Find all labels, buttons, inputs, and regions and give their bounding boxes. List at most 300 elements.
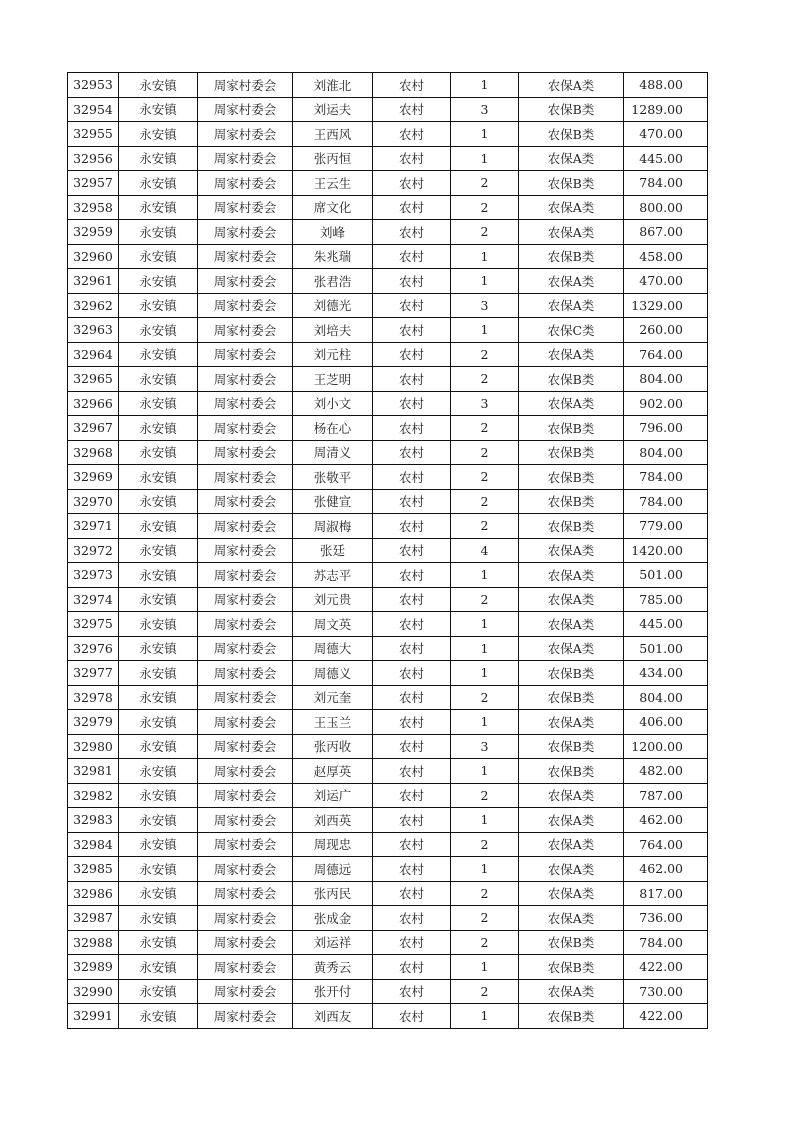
- amount-cell: 488.00: [624, 73, 708, 98]
- village-committee-cell: 周家村委会: [198, 734, 293, 759]
- record-id-cell: 32983: [68, 808, 119, 833]
- household-count-cell: 2: [451, 906, 519, 931]
- household-count-cell: 2: [451, 685, 519, 710]
- person-name-cell: 刘元柱: [293, 342, 373, 367]
- household-count-cell: 1: [451, 269, 519, 294]
- amount-cell: 796.00: [624, 416, 708, 441]
- village-committee-cell: 周家村委会: [198, 342, 293, 367]
- village-committee-cell: 周家村委会: [198, 367, 293, 392]
- table-row: [68, 293, 708, 318]
- amount-cell: 434.00: [624, 661, 708, 686]
- village-committee-cell: 周家村委会: [198, 563, 293, 588]
- amount-cell: 764.00: [624, 342, 708, 367]
- village-committee-cell: 周家村委会: [198, 710, 293, 735]
- residence-type-cell: 农村: [373, 465, 451, 490]
- record-id-cell: 32973: [68, 563, 119, 588]
- village-committee-cell: 周家村委会: [198, 661, 293, 686]
- person-name-cell: 刘小文: [293, 391, 373, 416]
- village-committee-cell: 周家村委会: [198, 269, 293, 294]
- village-committee-cell: 周家村委会: [198, 293, 293, 318]
- person-name-cell: 席文化: [293, 195, 373, 220]
- person-name-cell: 刘运夫: [293, 97, 373, 122]
- residence-type-cell: 农村: [373, 906, 451, 931]
- table-row: [68, 808, 708, 833]
- table-row: [68, 489, 708, 514]
- insurance-category-cell: 农保A类: [519, 293, 624, 318]
- village-committee-cell: 周家村委会: [198, 171, 293, 196]
- town-cell: 永安镇: [119, 489, 198, 514]
- household-count-cell: 1: [451, 759, 519, 784]
- household-count-cell: 1: [451, 661, 519, 686]
- table-row: [68, 122, 708, 147]
- person-name-cell: 刘淮北: [293, 73, 373, 98]
- person-name-cell: 张敬平: [293, 465, 373, 490]
- town-cell: 永安镇: [119, 661, 198, 686]
- town-cell: 永安镇: [119, 857, 198, 882]
- village-committee-cell: 周家村委会: [198, 73, 293, 98]
- residence-type-cell: 农村: [373, 514, 451, 539]
- household-count-cell: 2: [451, 489, 519, 514]
- residence-type-cell: 农村: [373, 122, 451, 147]
- record-id-cell: 32959: [68, 220, 119, 245]
- household-count-cell: 1: [451, 244, 519, 269]
- household-count-cell: 2: [451, 783, 519, 808]
- residence-type-cell: 农村: [373, 293, 451, 318]
- amount-cell: 406.00: [624, 710, 708, 735]
- amount-cell: 902.00: [624, 391, 708, 416]
- village-committee-cell: 周家村委会: [198, 685, 293, 710]
- village-committee-cell: 周家村委会: [198, 955, 293, 980]
- insurance-category-cell: 农保A类: [519, 587, 624, 612]
- person-name-cell: 王云生: [293, 171, 373, 196]
- residence-type-cell: 农村: [373, 759, 451, 784]
- insurance-category-cell: 农保B类: [519, 97, 624, 122]
- table-row: [68, 244, 708, 269]
- insurance-category-cell: 农保A类: [519, 342, 624, 367]
- table-row: [68, 563, 708, 588]
- records-table: [67, 72, 708, 1029]
- record-id-cell: 32964: [68, 342, 119, 367]
- record-id-cell: 32969: [68, 465, 119, 490]
- person-name-cell: 刘元贵: [293, 587, 373, 612]
- amount-cell: 785.00: [624, 587, 708, 612]
- village-committee-cell: 周家村委会: [198, 832, 293, 857]
- residence-type-cell: 农村: [373, 955, 451, 980]
- town-cell: 永安镇: [119, 220, 198, 245]
- household-count-cell: 2: [451, 514, 519, 539]
- amount-cell: 1329.00: [624, 293, 708, 318]
- village-committee-cell: 周家村委会: [198, 808, 293, 833]
- person-name-cell: 周德大: [293, 636, 373, 661]
- amount-cell: 422.00: [624, 1004, 708, 1029]
- town-cell: 永安镇: [119, 367, 198, 392]
- record-id-cell: 32991: [68, 1004, 119, 1029]
- insurance-category-cell: 农保A类: [519, 857, 624, 882]
- person-name-cell: 王西风: [293, 122, 373, 147]
- record-id-cell: 32970: [68, 489, 119, 514]
- person-name-cell: 张丙收: [293, 734, 373, 759]
- residence-type-cell: 农村: [373, 220, 451, 245]
- residence-type-cell: 农村: [373, 710, 451, 735]
- person-name-cell: 张健宣: [293, 489, 373, 514]
- person-name-cell: 刘元奎: [293, 685, 373, 710]
- person-name-cell: 刘运祥: [293, 930, 373, 955]
- record-id-cell: 32955: [68, 122, 119, 147]
- person-name-cell: 周现忠: [293, 832, 373, 857]
- table-row: [68, 97, 708, 122]
- household-count-cell: 2: [451, 979, 519, 1004]
- record-id-cell: 32990: [68, 979, 119, 1004]
- table-row: [68, 269, 708, 294]
- residence-type-cell: 农村: [373, 391, 451, 416]
- household-count-cell: 3: [451, 97, 519, 122]
- person-name-cell: 朱兆瑞: [293, 244, 373, 269]
- household-count-cell: 1: [451, 563, 519, 588]
- town-cell: 永安镇: [119, 465, 198, 490]
- insurance-category-cell: 农保B类: [519, 514, 624, 539]
- record-id-cell: 32985: [68, 857, 119, 882]
- insurance-category-cell: 农保A类: [519, 783, 624, 808]
- person-name-cell: 苏志平: [293, 563, 373, 588]
- person-name-cell: 刘西英: [293, 808, 373, 833]
- village-committee-cell: 周家村委会: [198, 538, 293, 563]
- table-row: [68, 930, 708, 955]
- insurance-category-cell: 农保C类: [519, 318, 624, 343]
- insurance-category-cell: 农保A类: [519, 73, 624, 98]
- insurance-category-cell: 农保B类: [519, 416, 624, 441]
- town-cell: 永安镇: [119, 293, 198, 318]
- town-cell: 永安镇: [119, 587, 198, 612]
- record-id-cell: 32972: [68, 538, 119, 563]
- record-id-cell: 32967: [68, 416, 119, 441]
- insurance-category-cell: 农保A类: [519, 195, 624, 220]
- amount-cell: 1420.00: [624, 538, 708, 563]
- record-id-cell: 32956: [68, 146, 119, 171]
- town-cell: 永安镇: [119, 514, 198, 539]
- household-count-cell: 2: [451, 195, 519, 220]
- household-count-cell: 2: [451, 440, 519, 465]
- village-committee-cell: 周家村委会: [198, 122, 293, 147]
- insurance-category-cell: 农保B类: [519, 244, 624, 269]
- village-committee-cell: 周家村委会: [198, 440, 293, 465]
- household-count-cell: 1: [451, 73, 519, 98]
- insurance-category-cell: 农保B类: [519, 759, 624, 784]
- residence-type-cell: 农村: [373, 636, 451, 661]
- insurance-category-cell: 农保B类: [519, 930, 624, 955]
- household-count-cell: 1: [451, 318, 519, 343]
- insurance-category-cell: 农保A类: [519, 563, 624, 588]
- town-cell: 永安镇: [119, 734, 198, 759]
- village-committee-cell: 周家村委会: [198, 979, 293, 1004]
- town-cell: 永安镇: [119, 97, 198, 122]
- insurance-category-cell: 农保B类: [519, 685, 624, 710]
- table-row: [68, 636, 708, 661]
- town-cell: 永安镇: [119, 195, 198, 220]
- table-row: [68, 538, 708, 563]
- residence-type-cell: 农村: [373, 612, 451, 637]
- insurance-category-cell: 农保B类: [519, 122, 624, 147]
- residence-type-cell: 农村: [373, 97, 451, 122]
- town-cell: 永安镇: [119, 636, 198, 661]
- village-committee-cell: 周家村委会: [198, 783, 293, 808]
- household-count-cell: 1: [451, 1004, 519, 1029]
- amount-cell: 422.00: [624, 955, 708, 980]
- residence-type-cell: 农村: [373, 146, 451, 171]
- person-name-cell: 刘西友: [293, 1004, 373, 1029]
- household-count-cell: 2: [451, 171, 519, 196]
- amount-cell: 787.00: [624, 783, 708, 808]
- table-row: [68, 342, 708, 367]
- person-name-cell: 赵厚英: [293, 759, 373, 784]
- village-committee-cell: 周家村委会: [198, 97, 293, 122]
- town-cell: 永安镇: [119, 73, 198, 98]
- town-cell: 永安镇: [119, 269, 198, 294]
- village-committee-cell: 周家村委会: [198, 146, 293, 171]
- record-id-cell: 32974: [68, 587, 119, 612]
- amount-cell: 501.00: [624, 563, 708, 588]
- residence-type-cell: 农村: [373, 244, 451, 269]
- residence-type-cell: 农村: [373, 783, 451, 808]
- town-cell: 永安镇: [119, 979, 198, 1004]
- residence-type-cell: 农村: [373, 73, 451, 98]
- insurance-category-cell: 农保A类: [519, 808, 624, 833]
- household-count-cell: 1: [451, 710, 519, 735]
- table-row: [68, 391, 708, 416]
- record-id-cell: 32981: [68, 759, 119, 784]
- record-id-cell: 32961: [68, 269, 119, 294]
- insurance-category-cell: 农保A类: [519, 146, 624, 171]
- town-cell: 永安镇: [119, 318, 198, 343]
- person-name-cell: 王芝明: [293, 367, 373, 392]
- record-id-cell: 32965: [68, 367, 119, 392]
- person-name-cell: 张丙恒: [293, 146, 373, 171]
- record-id-cell: 32958: [68, 195, 119, 220]
- table-row: [68, 195, 708, 220]
- amount-cell: 800.00: [624, 195, 708, 220]
- residence-type-cell: 农村: [373, 930, 451, 955]
- household-count-cell: 3: [451, 734, 519, 759]
- person-name-cell: 张成金: [293, 906, 373, 931]
- residence-type-cell: 农村: [373, 416, 451, 441]
- record-id-cell: 32982: [68, 783, 119, 808]
- household-count-cell: 2: [451, 367, 519, 392]
- town-cell: 永安镇: [119, 759, 198, 784]
- record-id-cell: 32966: [68, 391, 119, 416]
- amount-cell: 867.00: [624, 220, 708, 245]
- residence-type-cell: 农村: [373, 734, 451, 759]
- residence-type-cell: 农村: [373, 318, 451, 343]
- table-row: [68, 759, 708, 784]
- insurance-category-cell: 农保A类: [519, 612, 624, 637]
- table-row: [68, 783, 708, 808]
- record-id-cell: 32989: [68, 955, 119, 980]
- table-row: [68, 685, 708, 710]
- town-cell: 永安镇: [119, 710, 198, 735]
- amount-cell: 784.00: [624, 489, 708, 514]
- amount-cell: 817.00: [624, 881, 708, 906]
- record-id-cell: 32971: [68, 514, 119, 539]
- record-id-cell: 32978: [68, 685, 119, 710]
- insurance-category-cell: 农保A类: [519, 269, 624, 294]
- village-committee-cell: 周家村委会: [198, 514, 293, 539]
- insurance-category-cell: 农保A类: [519, 906, 624, 931]
- village-committee-cell: 周家村委会: [198, 930, 293, 955]
- record-id-cell: 32984: [68, 832, 119, 857]
- insurance-category-cell: 农保B类: [519, 465, 624, 490]
- amount-cell: 260.00: [624, 318, 708, 343]
- amount-cell: 482.00: [624, 759, 708, 784]
- household-count-cell: 2: [451, 220, 519, 245]
- record-id-cell: 32962: [68, 293, 119, 318]
- table-row: [68, 73, 708, 98]
- town-cell: 永安镇: [119, 955, 198, 980]
- town-cell: 永安镇: [119, 832, 198, 857]
- person-name-cell: 杨在心: [293, 416, 373, 441]
- person-name-cell: 周淑梅: [293, 514, 373, 539]
- insurance-category-cell: 农保A类: [519, 538, 624, 563]
- amount-cell: 779.00: [624, 514, 708, 539]
- amount-cell: 784.00: [624, 930, 708, 955]
- table-row: [68, 318, 708, 343]
- record-id-cell: 32960: [68, 244, 119, 269]
- residence-type-cell: 农村: [373, 171, 451, 196]
- person-name-cell: 王玉兰: [293, 710, 373, 735]
- insurance-category-cell: 农保A类: [519, 710, 624, 735]
- household-count-cell: 2: [451, 881, 519, 906]
- town-cell: 永安镇: [119, 416, 198, 441]
- residence-type-cell: 农村: [373, 587, 451, 612]
- residence-type-cell: 农村: [373, 269, 451, 294]
- insurance-category-cell: 农保B类: [519, 734, 624, 759]
- household-count-cell: 1: [451, 955, 519, 980]
- amount-cell: 804.00: [624, 685, 708, 710]
- person-name-cell: 张丙民: [293, 881, 373, 906]
- table-row: [68, 661, 708, 686]
- village-committee-cell: 周家村委会: [198, 465, 293, 490]
- town-cell: 永安镇: [119, 685, 198, 710]
- household-count-cell: 2: [451, 416, 519, 441]
- residence-type-cell: 农村: [373, 979, 451, 1004]
- village-committee-cell: 周家村委会: [198, 416, 293, 441]
- table-row: [68, 465, 708, 490]
- amount-cell: 730.00: [624, 979, 708, 1004]
- town-cell: 永安镇: [119, 342, 198, 367]
- town-cell: 永安镇: [119, 808, 198, 833]
- table-row: [68, 1004, 708, 1029]
- village-committee-cell: 周家村委会: [198, 195, 293, 220]
- household-count-cell: 1: [451, 122, 519, 147]
- table-row: [68, 832, 708, 857]
- record-id-cell: 32954: [68, 97, 119, 122]
- amount-cell: 462.00: [624, 808, 708, 833]
- household-count-cell: 4: [451, 538, 519, 563]
- table-row: [68, 612, 708, 637]
- village-committee-cell: 周家村委会: [198, 906, 293, 931]
- town-cell: 永安镇: [119, 563, 198, 588]
- amount-cell: 1200.00: [624, 734, 708, 759]
- person-name-cell: 刘运广: [293, 783, 373, 808]
- insurance-category-cell: 农保A类: [519, 881, 624, 906]
- village-committee-cell: 周家村委会: [198, 318, 293, 343]
- town-cell: 永安镇: [119, 440, 198, 465]
- household-count-cell: 3: [451, 391, 519, 416]
- insurance-category-cell: 农保B类: [519, 489, 624, 514]
- table-row: [68, 416, 708, 441]
- table-row: [68, 171, 708, 196]
- household-count-cell: 1: [451, 612, 519, 637]
- household-count-cell: 1: [451, 857, 519, 882]
- village-committee-cell: 周家村委会: [198, 220, 293, 245]
- table-row: [68, 367, 708, 392]
- person-name-cell: 刘培夫: [293, 318, 373, 343]
- table-row: [68, 220, 708, 245]
- town-cell: 永安镇: [119, 122, 198, 147]
- amount-cell: 764.00: [624, 832, 708, 857]
- record-id-cell: 32975: [68, 612, 119, 637]
- table-row: [68, 514, 708, 539]
- household-count-cell: 1: [451, 636, 519, 661]
- amount-cell: 501.00: [624, 636, 708, 661]
- household-count-cell: 2: [451, 465, 519, 490]
- village-committee-cell: 周家村委会: [198, 244, 293, 269]
- residence-type-cell: 农村: [373, 685, 451, 710]
- amount-cell: 445.00: [624, 612, 708, 637]
- table-row: [68, 857, 708, 882]
- person-name-cell: 张开付: [293, 979, 373, 1004]
- insurance-category-cell: 农保B类: [519, 955, 624, 980]
- residence-type-cell: 农村: [373, 440, 451, 465]
- amount-cell: 804.00: [624, 367, 708, 392]
- insurance-category-cell: 农保B类: [519, 440, 624, 465]
- village-committee-cell: 周家村委会: [198, 489, 293, 514]
- record-id-cell: 32988: [68, 930, 119, 955]
- insurance-category-cell: 农保B类: [519, 661, 624, 686]
- person-name-cell: 黄秀云: [293, 955, 373, 980]
- record-id-cell: 32979: [68, 710, 119, 735]
- table-row: [68, 710, 708, 735]
- residence-type-cell: 农村: [373, 808, 451, 833]
- table-row: [68, 587, 708, 612]
- residence-type-cell: 农村: [373, 881, 451, 906]
- household-count-cell: 2: [451, 832, 519, 857]
- amount-cell: 1289.00: [624, 97, 708, 122]
- person-name-cell: 周文英: [293, 612, 373, 637]
- person-name-cell: 周德远: [293, 857, 373, 882]
- record-id-cell: 32986: [68, 881, 119, 906]
- town-cell: 永安镇: [119, 244, 198, 269]
- table-row: [68, 881, 708, 906]
- record-id-cell: 32957: [68, 171, 119, 196]
- insurance-category-cell: 农保B类: [519, 1004, 624, 1029]
- amount-cell: 445.00: [624, 146, 708, 171]
- insurance-category-cell: 农保B类: [519, 171, 624, 196]
- village-committee-cell: 周家村委会: [198, 759, 293, 784]
- town-cell: 永安镇: [119, 171, 198, 196]
- village-committee-cell: 周家村委会: [198, 857, 293, 882]
- table-row: [68, 734, 708, 759]
- amount-cell: 784.00: [624, 465, 708, 490]
- household-count-cell: 2: [451, 342, 519, 367]
- record-id-cell: 32968: [68, 440, 119, 465]
- residence-type-cell: 农村: [373, 195, 451, 220]
- town-cell: 永安镇: [119, 612, 198, 637]
- town-cell: 永安镇: [119, 881, 198, 906]
- residence-type-cell: 农村: [373, 563, 451, 588]
- household-count-cell: 3: [451, 293, 519, 318]
- residence-type-cell: 农村: [373, 367, 451, 392]
- village-committee-cell: 周家村委会: [198, 587, 293, 612]
- village-committee-cell: 周家村委会: [198, 391, 293, 416]
